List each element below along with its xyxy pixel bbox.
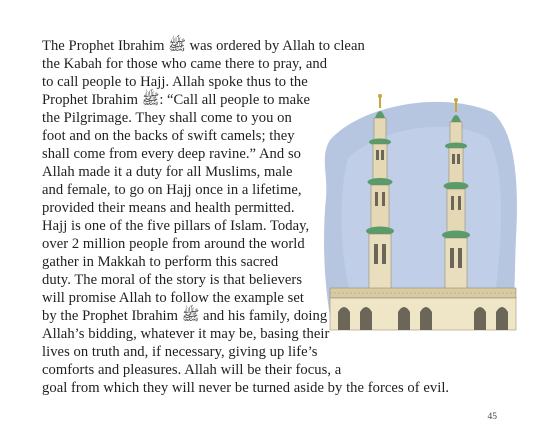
text-line: will promise Allah to follow the example set xyxy=(42,290,305,306)
text-line: The Prophet Ibrahim ﷺ was ordered by Allah to clean xyxy=(42,38,365,54)
page-number: 45 xyxy=(487,412,497,422)
minarets-illustration xyxy=(320,88,520,340)
text-line: over 2 million people from around the world xyxy=(42,236,305,252)
text-line: goal from which they will never be turned aside by the forces of evil. xyxy=(42,380,450,396)
text-line: lives on truth and, if necessary, giving up life’s xyxy=(42,344,318,360)
text-line: provided their means and health permitted. xyxy=(42,200,295,216)
text-line: Allah’s bidding, whatever it may be, basing their xyxy=(42,326,330,342)
text-line: to call people to Hajj. Allah spoke thus to the xyxy=(42,74,308,90)
text-line: the Kabah for those who came there to pray, and xyxy=(42,56,328,72)
text-line: the Pilgrimage. They shall come to you on xyxy=(42,110,292,126)
text-line: by the Prophet Ibrahim ﷺ and his family, doing xyxy=(42,308,328,324)
text-line: shall come from every deep ravine.” And so xyxy=(42,146,302,162)
text-line: foot and on the backs of swift camels; they xyxy=(42,128,295,144)
text-line: comforts and pleasures. Allah will be their focus, a xyxy=(42,362,342,378)
text-line: Hajj is one of the five pillars of Islam. Today, xyxy=(42,218,310,234)
text-line: gather in Makkah to perform this sacred xyxy=(42,254,279,270)
text-line: Prophet Ibrahim ﷺ: “Call all people to make xyxy=(42,92,311,108)
arcade-building xyxy=(330,288,516,330)
text-line: Allah made it a duty for all Muslims, male xyxy=(42,164,293,180)
text-line: and female, to go on Hajj once in a lifetime, xyxy=(42,182,302,198)
text-line: duty. The moral of the story is that believers xyxy=(42,272,303,288)
